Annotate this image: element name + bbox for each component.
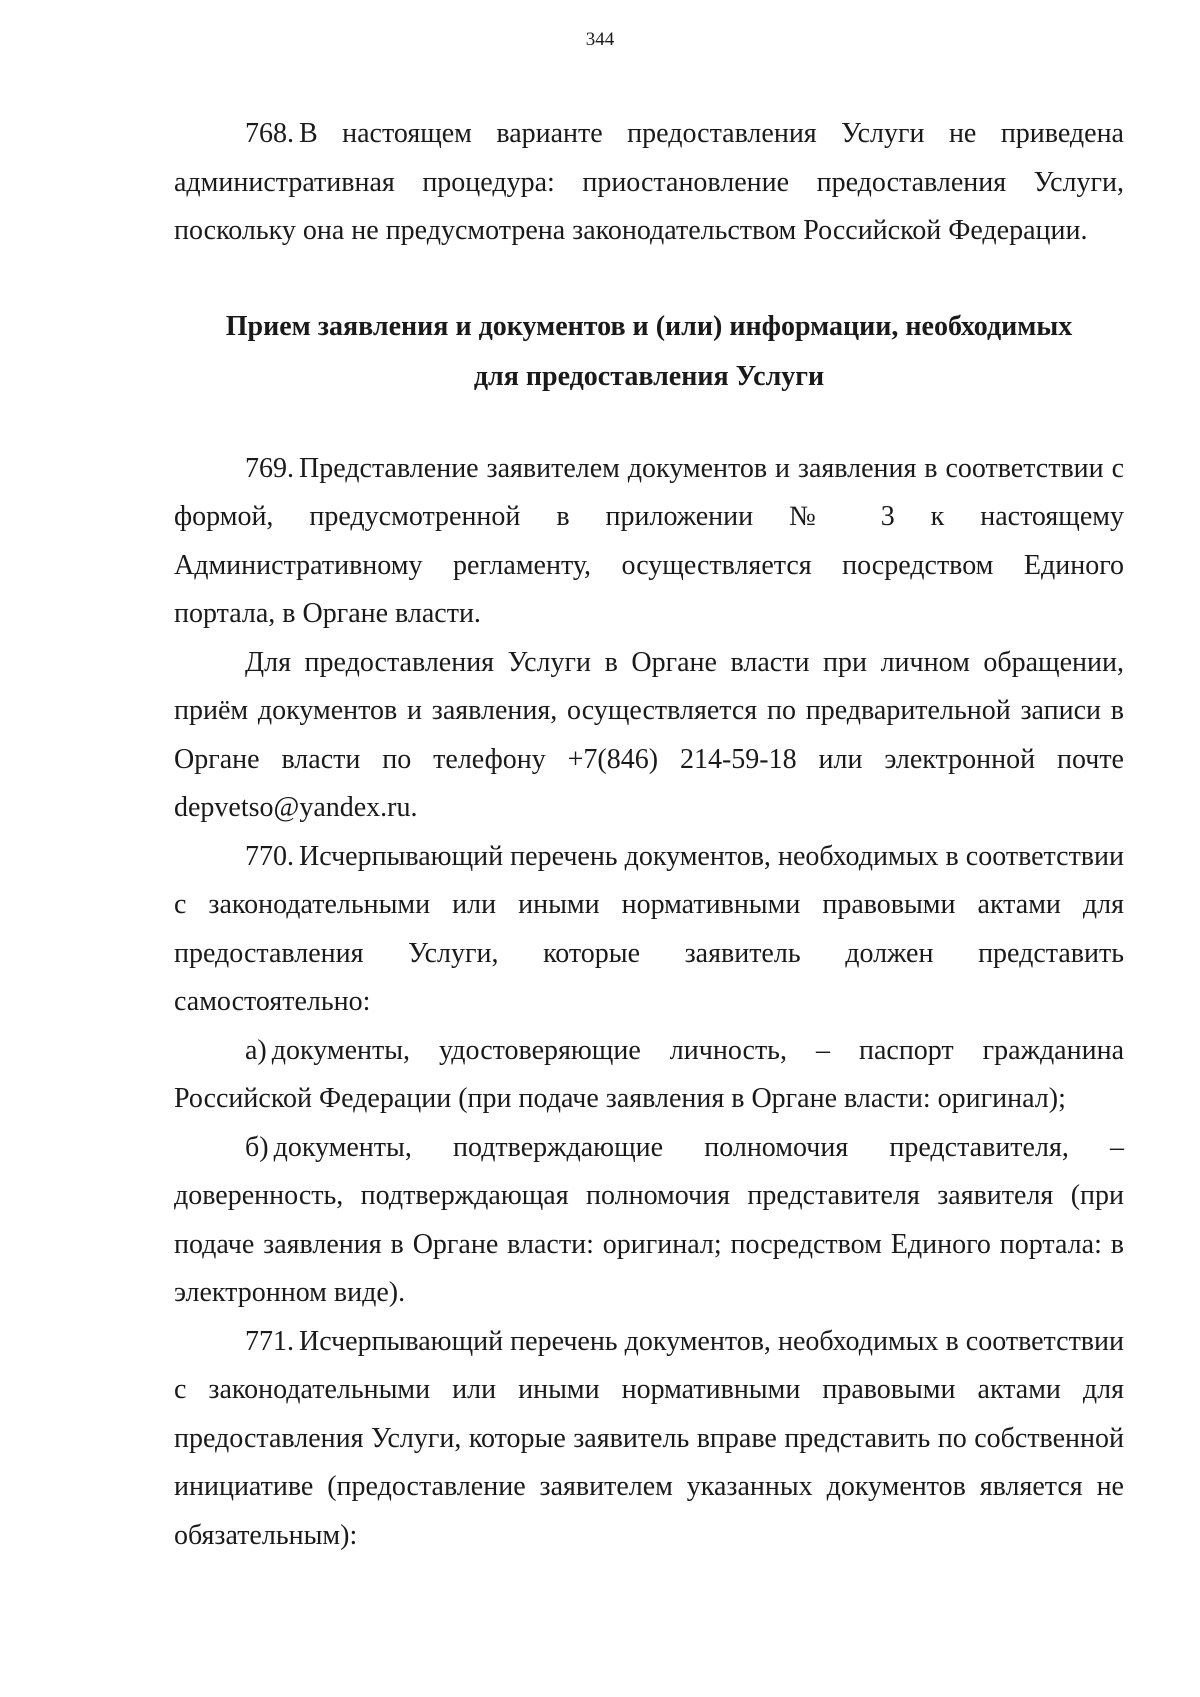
- section-heading: [174, 302, 1124, 402]
- paragraph-text: В настоящем варианте предоставления Услуги не приведена административная процедура: приостановление предоставления Услуги, поскольку она не предусмотрена законодательством Российской Федерации.: [174, 118, 1124, 246]
- paragraph-771: [174, 1318, 1124, 1561]
- paragraph-text: Исчерпывающий перечень документов, необходимых в соответствии с законодательными или иными нормативными правовыми актами для предоставления Услуги, которые заявитель должен представить самостоятельно:: [174, 840, 1124, 1017]
- list-item-a: [174, 1027, 1124, 1124]
- paragraph-text: Представление заявителем документов и заявления в соответствии с формой, предусмотренной в приложении № 3 к настоящему Административному регламенту, осуществляется посредством Единого портала, в Органе власти.: [174, 452, 1124, 629]
- paragraph-text: документы, подтверждающие полномочия представителя, – доверенность, подтверждающая полномочия представителя заявителя (при подаче заявления в Органе власти: оригинал; посредством Единого портала: в электронном виде).: [174, 1131, 1124, 1308]
- page-number: 344: [585, 29, 615, 50]
- paragraph-770: [174, 833, 1124, 1027]
- list-item-marker: б): [245, 1131, 269, 1163]
- paragraph-number: 771.: [245, 1325, 294, 1357]
- paragraph-text: Для предоставления Услуги в Органе власти при личном обращении, приём документов и заявления, осуществляется по предварительной записи в Органе власти по телефону +7(846) 214-59-18 или электронной почте depvetso@yandex.ru.: [174, 646, 1124, 823]
- paragraph-number: 769.: [245, 452, 294, 484]
- paragraph-text: Исчерпывающий перечень документов, необходимых в соответствии с законодательными или иными нормативными правовыми актами для предоставления Услуги, которые заявитель вправе представить по собственной инициативе (предоставление заявителем указанных документов является не обязательным):: [174, 1325, 1124, 1551]
- section-heading-line-2: для предоставления Услуги: [473, 360, 825, 392]
- paragraph-number: 770.: [245, 840, 294, 872]
- paragraph-768: [174, 110, 1124, 256]
- list-item-b: [174, 1124, 1124, 1318]
- document-body: [174, 110, 1124, 1560]
- list-item-marker: а): [245, 1034, 267, 1066]
- paragraph-769-continuation: [174, 639, 1124, 833]
- section-heading-line-1: Прием заявления и документов и (или) информации, необходимых: [225, 310, 1073, 342]
- paragraph-text: документы, удостоверяющие личность, – паспорт гражданина Российской Федерации (при подаче заявления в Органе власти: оригинал);: [174, 1034, 1124, 1114]
- paragraph-number: 768.: [245, 118, 294, 149]
- paragraph-769: [174, 445, 1124, 639]
